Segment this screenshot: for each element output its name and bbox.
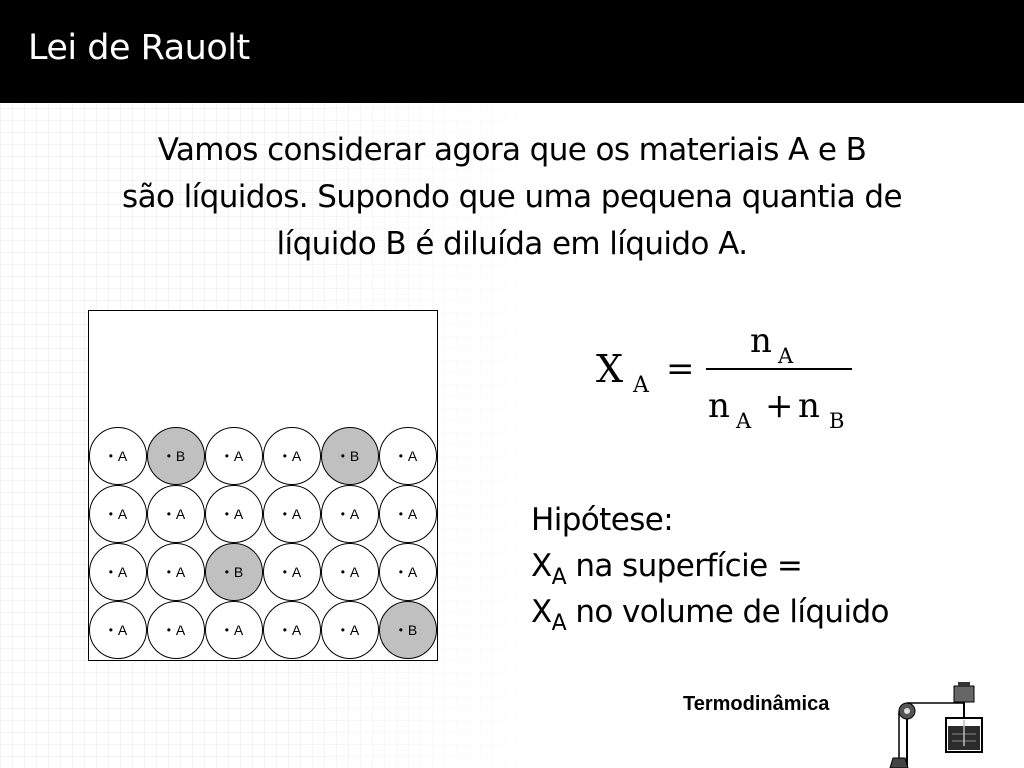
molecule-bullet: • xyxy=(224,507,229,521)
molecule-bullet: • xyxy=(282,565,287,579)
molecule-a xyxy=(205,485,263,543)
molecule-a xyxy=(89,485,147,543)
molecule-a xyxy=(379,427,437,485)
molecule-label: A xyxy=(291,564,302,580)
intro-line-2: são líquidos. Supondo que uma pequena quantia de xyxy=(122,179,902,215)
molecule-label: B xyxy=(233,564,244,580)
molecule-a xyxy=(147,543,205,601)
formula-lhs: X xyxy=(596,347,624,391)
molecule-bullet: • xyxy=(340,507,345,521)
molecule-bullet: • xyxy=(224,623,229,637)
formula-numerator: n xyxy=(750,321,772,361)
molecule-a xyxy=(147,485,205,543)
formula-denominator-left-sub: A xyxy=(736,409,752,433)
molecule-a xyxy=(263,601,321,659)
formula-numerator-sub: A xyxy=(778,344,794,368)
molecule-bullet: • xyxy=(108,507,113,521)
molecule-b xyxy=(379,601,437,659)
formula-equals: = xyxy=(666,349,695,389)
molecule-a xyxy=(263,485,321,543)
molecule-label: A xyxy=(407,506,418,522)
formula-lhs-sub: A xyxy=(633,373,649,398)
molecule-label: A xyxy=(117,564,128,580)
molecule-bullet: • xyxy=(166,449,171,463)
molecule-bullet: • xyxy=(224,449,229,463)
hypothesis-text-1: na superfície = xyxy=(566,548,803,584)
molecule-bullet: • xyxy=(108,565,113,579)
molecule-a xyxy=(263,427,321,485)
footer-label: Termodinâmica xyxy=(683,693,830,715)
molecule-label: A xyxy=(291,506,302,522)
molecule-label: A xyxy=(233,448,244,464)
molecule-a xyxy=(379,543,437,601)
thermodynamics-apparatus-icon xyxy=(886,678,986,768)
hypothesis-var-2: X xyxy=(531,594,552,630)
molecule-bullet: • xyxy=(282,449,287,463)
molecule-label: A xyxy=(349,564,360,580)
molecule-label: B xyxy=(175,448,186,464)
molecule-label: A xyxy=(175,622,186,638)
molecule-bullet: • xyxy=(166,623,171,637)
molecule-label: B xyxy=(349,448,360,464)
title-bar xyxy=(0,0,1024,103)
liquid-container-diagram xyxy=(88,310,438,661)
molecule-a xyxy=(205,427,263,485)
intro-line-3: líquido B é diluída em líquido A. xyxy=(276,226,748,262)
molecule-b xyxy=(205,543,263,601)
molecule-label: A xyxy=(349,622,360,638)
molecule-bullet: • xyxy=(340,449,345,463)
hypothesis-text-2: no volume de líquido xyxy=(566,594,889,630)
molecule-bullet: • xyxy=(224,565,229,579)
molecule-bullet: • xyxy=(166,565,171,579)
molecule-label: B xyxy=(407,622,418,638)
mole-fraction-formula xyxy=(590,318,870,438)
hypothesis-heading: Hipótese: xyxy=(531,502,674,538)
formula-svg xyxy=(590,318,870,438)
molecule-bullet: • xyxy=(398,449,403,463)
molecule-b xyxy=(147,427,205,485)
molecule-a xyxy=(89,543,147,601)
molecule-label: A xyxy=(407,448,418,464)
molecule-bullet: • xyxy=(398,565,403,579)
molecule-bullet: • xyxy=(108,449,113,463)
hypothesis-sub-2: A xyxy=(551,611,567,636)
molecule-bullet: • xyxy=(108,623,113,637)
intro-line-1: Vamos considerar agora que os materiais A e B xyxy=(157,132,867,168)
molecule-label: A xyxy=(349,506,360,522)
molecule-b xyxy=(321,427,379,485)
molecule-a xyxy=(89,427,147,485)
molecule-bullet: • xyxy=(398,623,403,637)
molecule-bullet: • xyxy=(282,507,287,521)
molecule-a xyxy=(321,601,379,659)
molecule-label: A xyxy=(291,448,302,464)
hypothesis-block xyxy=(531,497,889,635)
molecule-label: A xyxy=(233,622,244,638)
hypothesis-var-1: X xyxy=(531,548,552,584)
formula-plus: + xyxy=(765,386,794,426)
hypothesis-line-surface xyxy=(531,543,889,589)
molecule-a xyxy=(89,601,147,659)
hypothesis-line-volume xyxy=(531,589,889,635)
molecule-label: A xyxy=(233,506,244,522)
intro-text xyxy=(40,127,984,268)
molecule-label: A xyxy=(175,564,186,580)
molecule-label: A xyxy=(291,622,302,638)
formula-denominator-right: n xyxy=(798,386,820,426)
molecule-a xyxy=(263,543,321,601)
molecule-label: A xyxy=(117,448,128,464)
molecule-a xyxy=(147,601,205,659)
molecule-a xyxy=(321,543,379,601)
molecule-label: A xyxy=(117,506,128,522)
molecule-bullet: • xyxy=(340,565,345,579)
formula-denominator-left: n xyxy=(708,386,730,426)
molecule-a xyxy=(321,485,379,543)
molecule-bullet: • xyxy=(340,623,345,637)
molecule-label: A xyxy=(175,506,186,522)
formula-denominator-right-sub: B xyxy=(829,409,845,433)
slide-title: Lei de Rauolt xyxy=(28,28,250,68)
molecule-label: A xyxy=(407,564,418,580)
hypothesis-sub-1: A xyxy=(551,565,567,590)
molecule-a xyxy=(379,485,437,543)
molecule-label: A xyxy=(117,622,128,638)
molecule-a xyxy=(205,601,263,659)
molecule-bullet: • xyxy=(282,623,287,637)
molecule-bullet: • xyxy=(398,507,403,521)
molecule-bullet: • xyxy=(166,507,171,521)
